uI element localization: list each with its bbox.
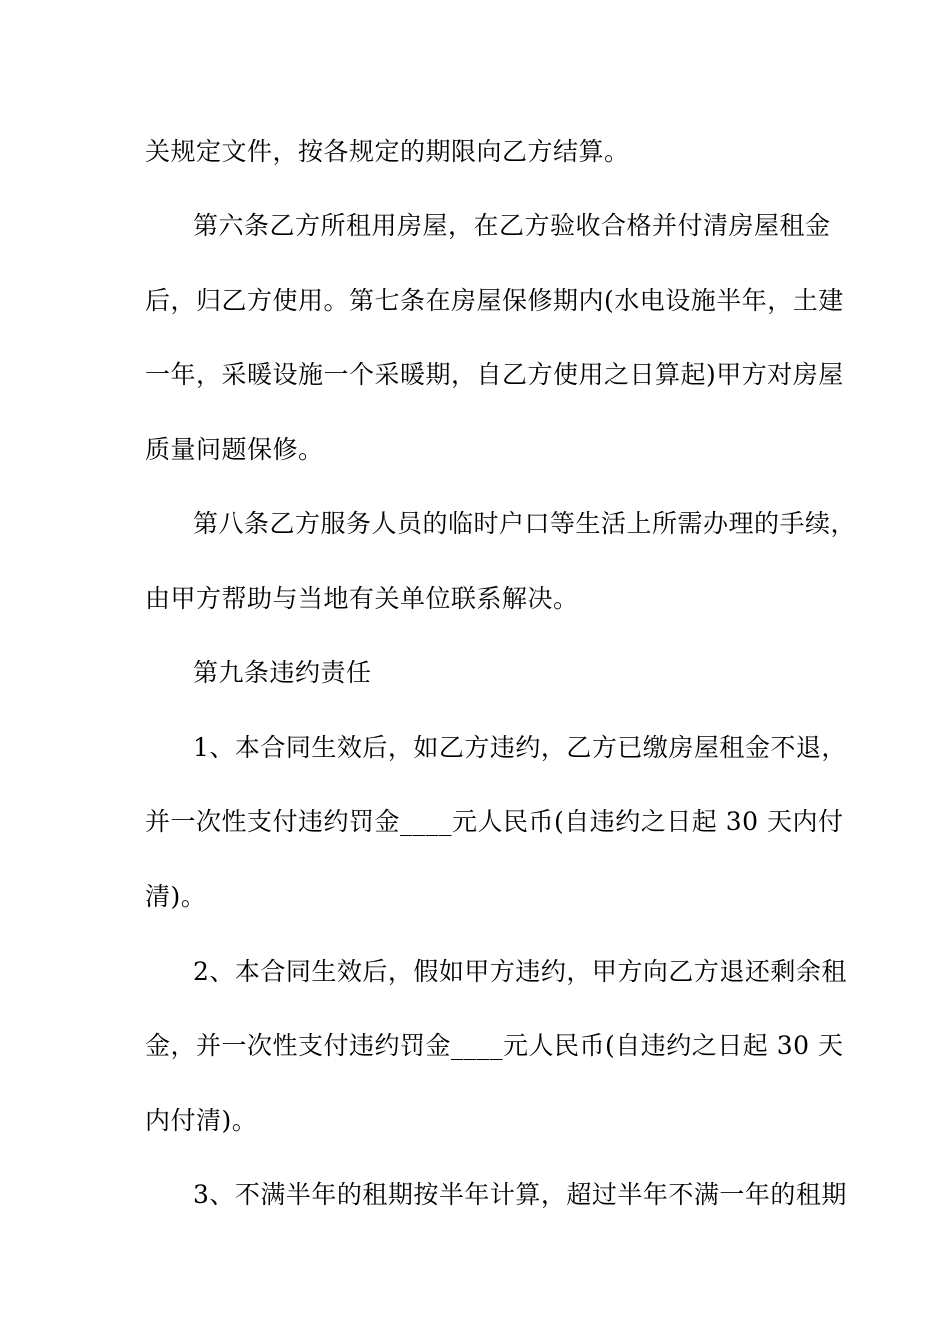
text-line: 由甲方帮助与当地有关单位联系解决。	[145, 584, 579, 613]
text-line: 第六条乙方所租用房屋，在乙方验收合格并付清房屋租金	[193, 211, 831, 240]
text-line: 金，并一次性支付违约罚金____元人民币(自违约之日起 30 天	[145, 1031, 844, 1060]
text-line: 关规定文件，按各规定的期限向乙方结算。	[145, 137, 630, 166]
text-line: 2、本合同生效后，假如甲方违约，甲方向乙方退还剩余租	[193, 957, 847, 986]
text-line: 并一次性支付违约罚金____元人民币(自违约之日起 30 天内付	[145, 807, 844, 836]
text-line: 清)。	[145, 882, 207, 911]
text-line: 3、不满半年的租期按半年计算，超过半年不满一年的租期	[193, 1180, 847, 1209]
text-line: 第九条违约责任	[193, 658, 372, 687]
text-line: 后，归乙方使用。第七条在房屋保修期内(水电设施半年，土建	[145, 286, 844, 315]
text-line: 一年，采暖设施一个采暖期，自乙方使用之日算起)甲方对房屋	[145, 360, 844, 389]
text-line: 1、本合同生效后，如乙方违约，乙方已缴房屋租金不退，	[193, 733, 847, 762]
text-line: 第八条乙方服务人员的临时户口等生活上所需办理的手续，	[193, 509, 857, 538]
text-line: 内付清)。	[145, 1106, 258, 1135]
text-line: 质量问题保修。	[145, 435, 324, 464]
